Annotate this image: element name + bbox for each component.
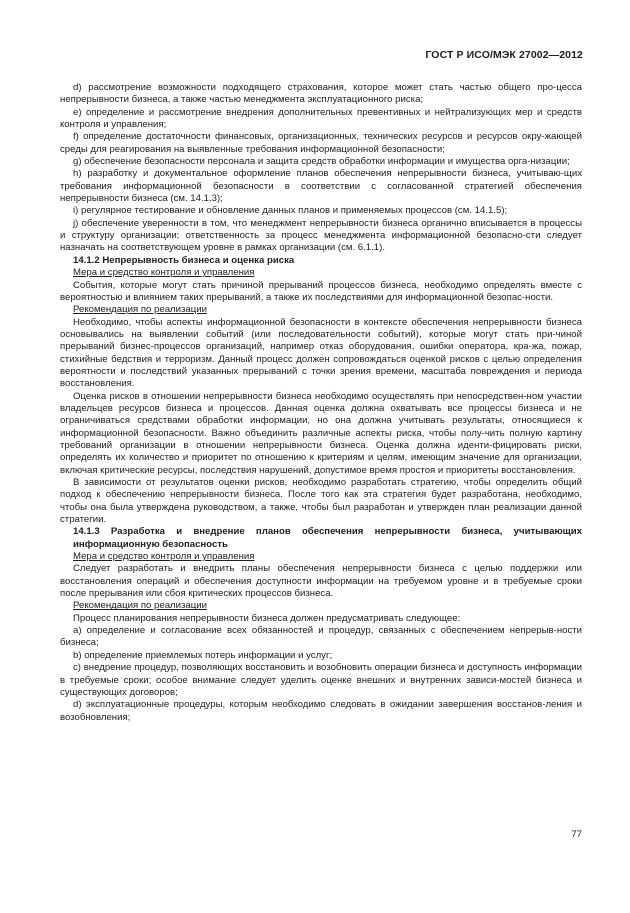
subsection-label: Мера и средство контроля и управления [73, 267, 255, 279]
standard-header: ГОСТ Р ИСО/МЭК 27002—2012 [425, 49, 583, 61]
section-heading: 14.1.2 Непрерывность бизнеса и оценка риска [73, 254, 295, 266]
paragraph: i) регулярное тестирование и обновление данных планов и применяемых процессов (см. 14.1.5); [73, 205, 508, 217]
paragraph: j) обеспечение уверенности в том, что менеджмент непрерывности бизнеса органично вписывается в процессы и структуру организации; ответственность за процесс менеджмента информационной безопасно-сти следует назначать на соответствующем уровне в рамках организации (см. 6.1.1). [60, 217, 582, 254]
subsection-label: Рекомендация по реализации [73, 600, 207, 612]
paragraph: a) определение и согласование всех обязанностей и процедур, связанных с обеспечением непрерыв-ности бизнеса; [60, 625, 582, 649]
paragraph: События, которые могут стать причиной прерываний процессов бизнеса, необходимо определять вместе с вероятностью и влиянием таких прерываний, а также их последствиями для информационной безопас-ности. [60, 279, 582, 303]
paragraph: d) эксплуатационные процедуры, которым необходимо следовать в ожидании завершения восстанов-ления и возобновления; [60, 699, 582, 723]
paragraph: c) внедрение процедур, позволяющих восстановить и возобновить операции бизнеса и доступность информации в требуемые сроки; особое внимание следует уделить оценке внешних и внутренних зависи-мостей бизнеса и существующих договоров; [60, 662, 582, 698]
paragraph: В зависимости от результатов оценки рисков, необходимо разработать стратегию, чтобы определить общий подход к обеспечению непрерывности бизнеса. После того как эта стратегия будет разработана, необходимо, чтобы она была утверждена руководством, а также, чтобы был разработан и утвержден план реализации данной стратегии. [60, 477, 582, 526]
paragraph: Оценка рисков в отношении непрерывности бизнеса необходимо осуществлять при непосредствен-ном участии владельцев ресурсов бизнеса и процессов. Данная оценка должна охватывать все процессы бизнеса и не ограничиваться средствами обработки информации, но она должна учитывать результаты, относящиеся к информационной безопасности. Важно объединить различные аспекты риска, чтобы полу-чить полную картину требований организации в отношении непрерывности бизнеса. Оценка должна иденти-фицировать риски, определять их количество и приоритет по отношению к критериям и целям, имеющим значение для организации, включая критические ресурсы, последствия нарушений, допустимое время простоя и приоритеты восстановления. [60, 390, 582, 476]
paragraph: g) обеспечение безопасности персонала и защита средств обработки информации и имущества орга-низации; [73, 156, 570, 168]
subsection-label: Мера и средство контроля и управления [73, 551, 255, 563]
paragraph: b) определение приемлемых потерь информации и услуг; [73, 649, 333, 661]
paragraph: e) определение и рассмотрение внедрения дополнительных превентивных и нейтрализующих мер и средств контроля и управления; [60, 106, 582, 131]
paragraph: h) разработку и документальное оформление планов обеспечения непрерывности бизнеса, учитываю-щих требования информационной безопасности в соответствии с согласованной стратегией обеспечения непрерывности бизнеса (см. 14.1.3); [60, 168, 582, 205]
paragraph: Процесс планирования непрерывности бизнеса должен предусматривать следующее: [73, 612, 461, 624]
subsection-label: Рекомендация по реализации [73, 304, 207, 316]
page-number: 77 [571, 829, 582, 840]
section-heading: 14.1.3 Разработка и внедрение планов обеспечения непрерывности бизнеса, учитывающих информационную безопасность [73, 526, 582, 550]
paragraph: d) рассмотрение возможности подходящего страхования, которое может стать частью общего про-цесса непрерывности бизнеса, а также частью менеджмента эксплуатационного риска; [60, 82, 582, 106]
paragraph: Необходимо, чтобы аспекты информационной безопасности в контексте обеспечения непрерывности бизнеса основывались на выявлении событий (или последовательности событий), которые могут стать при-чиной прерываний бизнес-процессов организаций, например отказ оборудования, ошибки оператора, кра-жа, пожар, стихийные бедствия и терроризм. Данный процесс должен сопровождаться оценкой рисков с целью определения вероятности и последствий указанных прерываний с точки зрения времени, масштаба повреждения и периода восстановления. [60, 316, 582, 390]
document-body [60, 82, 582, 724]
paragraph: f) определение достаточности финансовых, организационных, технических ресурсов и ресурсов окру-жающей среды для реагирования на выявленные требования информационной безопасности; [60, 131, 582, 155]
paragraph: Следует разработать и внедрить планы обеспечения непрерывности бизнеса с целью поддержки или восстановления операций и обеспечения доступности информации на требуемом уровне и в требуемые сроки после прерывания или сбоя критических процессов бизнеса. [60, 563, 582, 600]
